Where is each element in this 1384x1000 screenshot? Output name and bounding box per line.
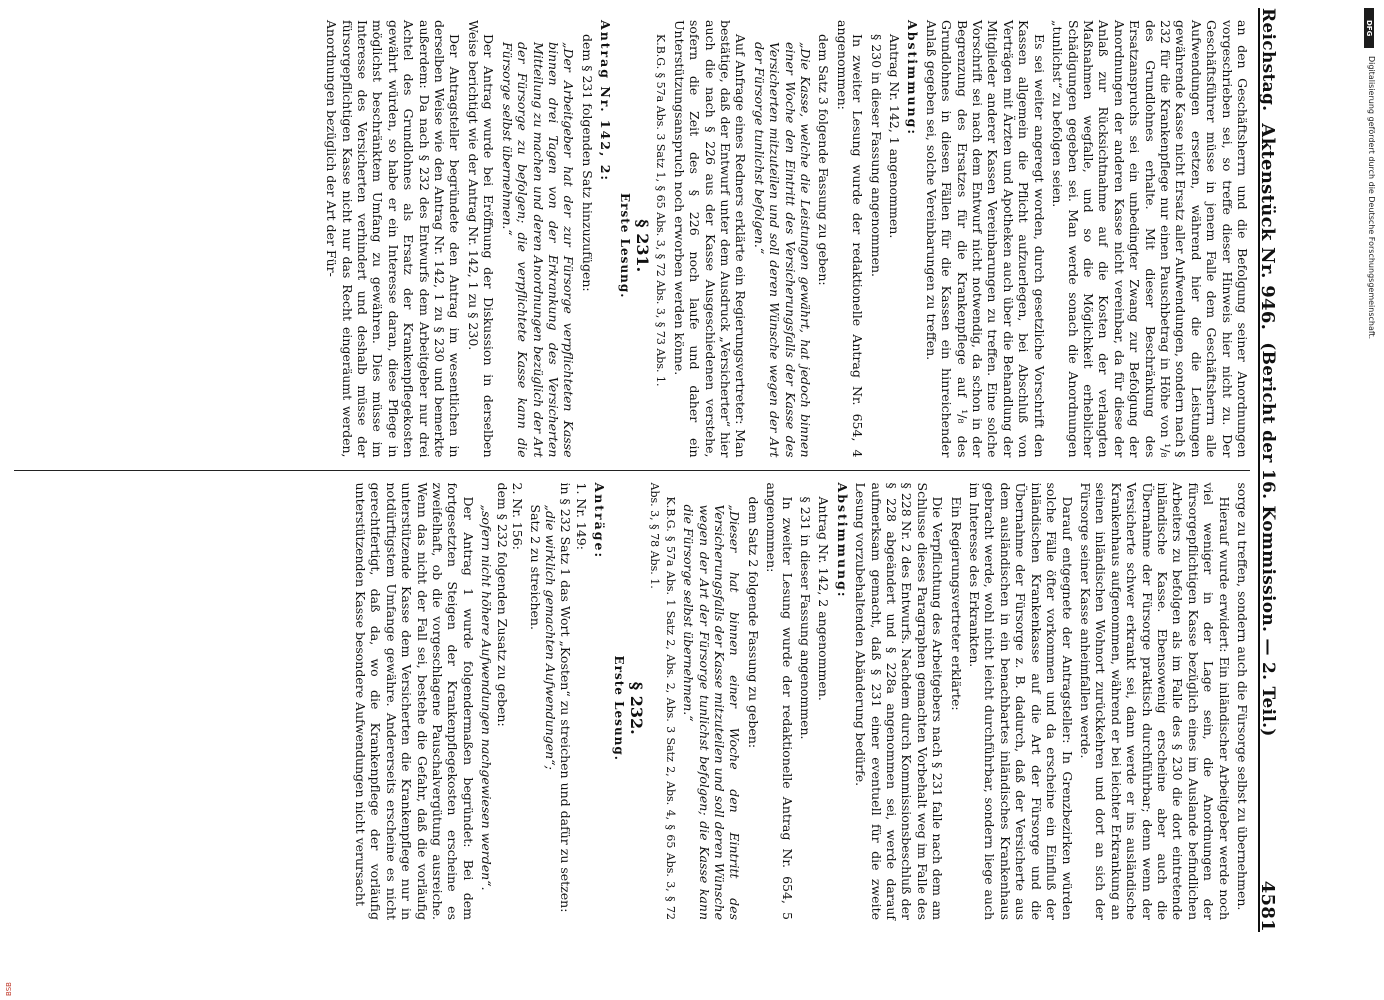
motion-label: Antrag Nr. 142, 2: [598,20,614,183]
quotation: „Dieser hat binnen einer Woche den Eintritt des Versicherungsfalls der Kasse mitzuteilen und soll deren Wünsche wegen der Art der Fürsorge tunlichst befolgen; die Kasse kann die Fürsorge selbst übernehmen.“ [681,504,743,920]
text-columns [14,8,1250,932]
paragraph: Ein Regierungsvertreter erklärte: [948,496,964,711]
paragraph: dem § 231 folgenden Satz hinzuzufügen: [579,34,595,292]
paragraph: Auf Anfrage eines Redners erklärte ein Regierungsvertreter: Man bestätige, daß der Entwurf unter dem Ausdruck „Versicherter“ hier auch die nach § 226 aus der Kasse Ausgeschiedenen verstehe, sofern die Zeit des § 226 noch laufe und daher ein Unterstützungsanspruch noch erworben werden könne. [671,20,749,458]
paragraph: sorge zu treffen, sondern auch die Fürsorge selbst zu übernehmen. [1235,482,1250,911]
paragraph: Hierauf wurde erwidert: Ein inländischer Arbeitgeber werde noch viel weniger in der Lage sein, die Anordnungen der fürsorgepflichtigen Kasse bezüglich eines im Auslande befindlichen Arbeiters zu befolgen als im Falle des § 230 die dort eintretende inländische Kasse. Ebensowenig erscheine aber auch die Übernahme der Fürsorge praktisch durchführbar; denn wenn der Versicherte schwer erkrankt sei, dann werde er ins ausländische Krankenhaus aufgenommen, während er bei leichter Erkrankung an seinen inländischen Wohnort zurückkehren und dort an sich der Fürsorge seiner Kasse anheimfallen werde. [1077,482,1232,920]
paragraph: Darauf entgegnete der Antragsteller: In Grenzbezirken würden solche Fälle öfter vorkommen und da erscheine ein Einfluß der inländischen Krankenkasse auf die Art der Fürsorge und die Übernahme der Fürsorge z. B. dadurch, daß der Versicherte aus dem ausländischen in ein benachbartes inländisches Krankenhaus gebracht werde, wohl nicht leicht durchführbar, sondern liege auch im Interesse des Erkrankten. [967,482,1075,920]
vote-result: Antrag Nr. 142, 1 angenommen. [887,34,903,239]
paragraph: an den Geschäftsherrn und die Befolgung seiner Anordnungen vorgeschrieben sei, so treffe dieser Hinweis hier nicht zu. Der Geschäftsführer müsse in jenem Falle dem Geschäftsherrn alle Aufwendungen ersetzen, während hier die die Leistungen gewährende Kasse nicht Ersatz aller Aufwendungen, sondern nach § 232 für die Krankenpflege nur einen Pauschbetrag in Höhe von ¹/₈ des Grundlohnes erhalte. Mit dieser Beschränkung des Ersatzanspruchs sei ein unbedingter Zwang zur Befolgung der Anordnungen der anderen Kasse nicht vereinbar, da für diese der Anlaß zur Rücksichtnahme auf die Kosten der verlangten Maßnahmen wegfalle, und so die Möglichkeit erheblicher Schädigungen gegeben sei. Man werde sonach die Anordnungen „tunlichst“ zu befolgen seien. [1050,20,1250,458]
motions-heading: Anträge: [592,482,608,560]
motion-number: 2. Nr. 156: [510,482,526,550]
header-subtitle: (Bericht der 16. Kommission. — 2. Teil.) [1258,342,1279,737]
motion-text: Satz 2 zu streichen. [527,504,543,630]
vote-heading: Abstimmung: [834,482,850,599]
quotation: „Die Kasse, welche die Leistungen gewährt, hat jedoch binnen einer Woche den Eintritt des Versicherungsfalls der Kasse des Versicherten mitzuteilen und soll deren Wünsche wegen der Art der Fürsorge tunlichst befolgen.“ [751,42,814,458]
page-header [1258,8,1300,932]
motion-text: in § 232 Satz 1 das Wort „Kosten“ zu streichen und dafür zu setzen: [558,482,574,913]
reading-label: Erste Lesung. [611,655,626,761]
reading-label: Erste Lesung. [617,193,632,299]
vote-result: Antrag Nr. 142, 2 angenommen. [816,496,832,701]
bsb-mark: BSB [5,982,13,996]
vote-result: § 231 in dieser Fassung angenommen. [798,496,814,740]
digitization-credit: Digitalisierung gefördert durch die Deutsche Forschungsgemeinschaft. [1367,56,1376,340]
paragraph: dem Satz 3 folgende Fassung zu geben: [816,34,832,286]
motion-quote: „die wirklich gemachten Aufwendungen“; [542,504,558,770]
law-reference: K.B.G. § 57a Abs. 1 Satz 2, Abs. 2, Abs. 3 Satz 2, Abs. 4, § 65 Abs. 3, § 72 Abs. 3, § 78 Abs. 1. [648,482,677,920]
section-heading: § 231. [632,219,652,273]
header-title: Aktenstück Nr. 946. [1257,123,1279,331]
column-right [14,470,1250,933]
motions-list [479,483,589,921]
list-item [527,483,589,921]
motion-quote: „sofern nicht höhere Aufwendungen nachgewiesen werden“. [479,504,495,891]
paragraph: Der Antragsteller begründete den Antrag im wesentlichen in derselben Weise wie den Antrag Nr. 142, 1 zu § 230 und bemerkte außerdem: Da nach § 232 des Entwurfs dem Arbeitgeber nur drei Achtel des Grundlohnes als Ersatz der Krankenpflegekosten gewährt würden, so habe er ein Interesse daran, diese Pflege in möglichst beschränktem Umfang zu gewähren. Dies müsse im Interesse des Versicherten verhindert und deshalb müsse der fürsorgepflichtigen Kasse nicht nur das Recht eingeräumt werden, Anordnungen bezüglich der Art der Für- [324,20,463,458]
list-item [479,483,525,921]
paragraph: In zweiter Lesung wurde der redaktionelle Antrag Nr. 654, 5 angenommen: [764,482,795,920]
motion-text: dem § 232 folgenden Zusatz zu geben: [494,482,510,727]
paragraph: Die Verpflichtung des Arbeitgebers nach § 231 falle nach dem am Schlusse dieses Paragraphen gemachten Vorbehalt weg im Falle des § 228 Nr. 2 des Entwurfs. Nachdem durch Kommissionsbeschluß der § 228 abgeändert und § 228a angenommen sei, werde darauf aufmerksam gemacht, daß § 231 einer eventuell für die zweite Lesung vorzubehaltenden Abänderung bedürfe. [853,482,946,920]
column-left [14,8,1250,470]
paragraph: In zweiter Lesung wurde der redaktionelle Antrag Nr. 654, 4 angenommen: [834,20,866,458]
vote-heading: Abstimmung: [905,20,921,136]
paragraph: Der Antrag wurde bei Eröffnung der Diskussion in derselben Weise berichtigt wie der Antrag Nr. 142, 1 zu § 230. [465,20,497,458]
law-reference: K.B.G. § 57a Abs. 3 Satz 1, § 65 Abs. 3, § 72 Abs. 3, § 73 Abs. 1. [654,34,668,387]
header-reichstag: Reichstag. [1258,8,1279,112]
paragraph: dem Satz 2 folgende Fassung zu geben: [745,496,761,749]
paragraph: Es sei weiter angeregt worden, durch gesetzliche Vorschrift den Kassen allgemein die Pflicht aufzuerlegen, bei Abschluß von Verträgen mit Ärzten und Apotheken auch über die Behandlung der Mitglieder anderer Kassen Vereinbarungen zu treffen. Eine solche Vorschrift sei nach dem Entwurf nicht notwendig, da schon in der Begrenzung des Ersatzes für die Krankenpflege auf ¹/₈ des Grundlohnes in diesen Fällen für die Kassen ein hinreichender Anlaß gegeben sei, solche Vereinbarungen zu treffen. [923,20,1047,458]
paragraph: Der Antrag 1 wurde folgendermaßen begründet: Bei dem fortgesetzten Steigen der Krankenpflegekosten erscheine es zweifelhaft, ob die vorgeschlagene Pauschalvergütung ausreiche. Wenn das nicht der Fall sei, bestehe die Gefahr, daß die vorläufig unterstützende Kasse dem Versicherten die Krankenpflege nur in notdürftigstem Umfange gewähre. Andererseits erscheine es nicht gerechtfertigt, daß da, wo die Krankenpflege der vorläufig unterstützenden Kasse besondere Aufwendungen nicht verursacht [353,482,476,920]
section-heading: § 232. [626,681,646,735]
motion-number: 1. Nr. 149: [573,482,589,550]
quotation: „Der Arbeitgeber hat der zur Fürsorge verpflichteten Kasse binnen drei Tagen von der Erkrankung des Versicherten Mitteilung zu machen und deren Anordnungen bezüglich der Art der Fürsorge zu befolgen; die verpflichtete Kasse kann die Fürsorge selbst übernehmen.“ [499,42,577,458]
vote-result: § 230 in dieser Fassung angenommen. [868,34,884,278]
dfg-logo: DFG [1364,8,1374,48]
page-number: 4581 [1257,880,1279,932]
